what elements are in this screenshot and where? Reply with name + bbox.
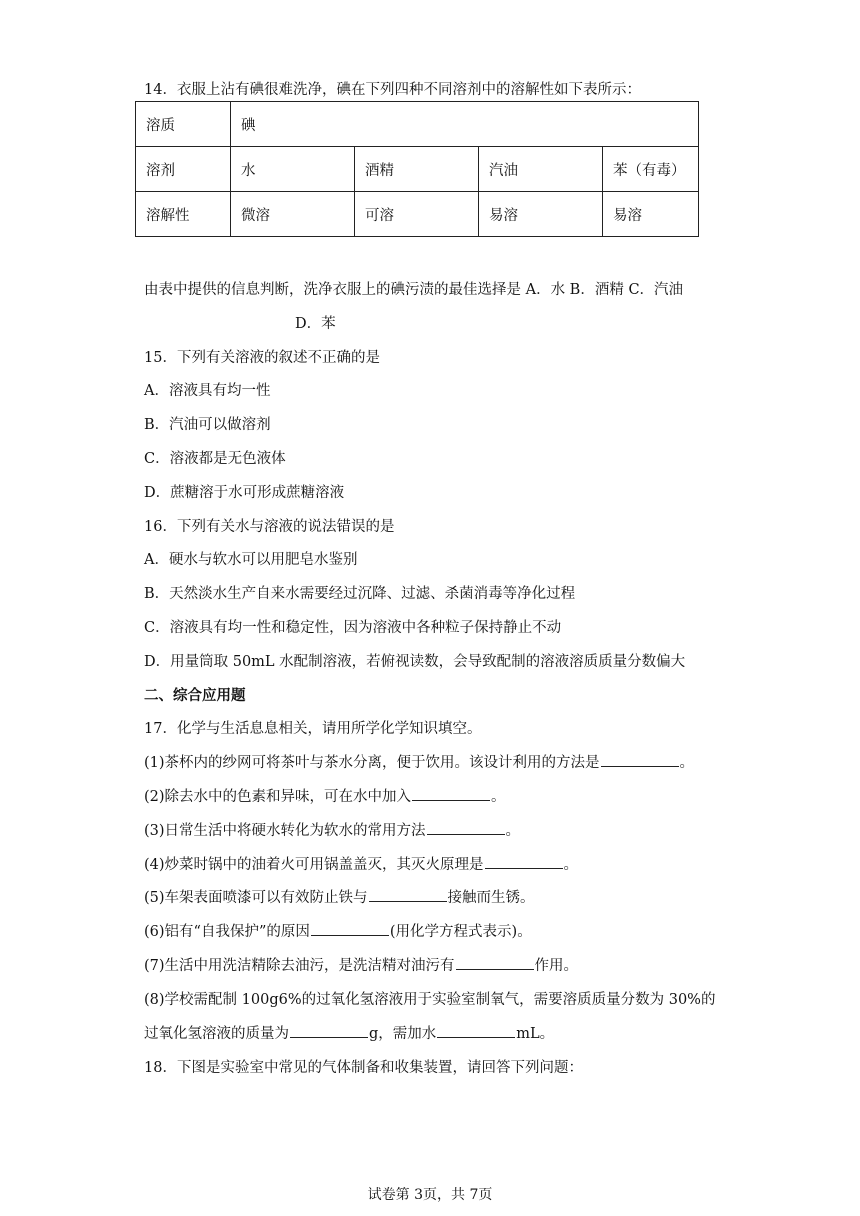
q16-option-d: D．用量筒取 50mL 水配制溶液，若俯视读数，会导致配制的溶液溶质质量分数偏大 — [144, 654, 686, 670]
solubility-cell: 易溶 — [479, 192, 603, 237]
q15-stem: 15．下列有关溶液的叙述不正确的是 — [144, 350, 380, 366]
solvent-label-cell: 溶剂 — [136, 147, 231, 192]
solubility-cell: 易溶 — [603, 192, 699, 237]
solvent-cell: 汽油 — [479, 147, 603, 192]
q17-item-3: (3)日常生活中将硬水转化为软水的常用方法 。 — [144, 819, 520, 840]
table-row — [136, 147, 699, 192]
solubility-cell: 微溶 — [231, 192, 355, 237]
answer-blank[interactable] — [601, 752, 679, 767]
q17-item-8-line2: 过氧化氢溶液的质量为 g，需加水 mL。 — [144, 1022, 554, 1043]
q16-option-a: A．硬水与软水可以用肥皂水鉴别 — [144, 552, 358, 568]
q16-option-b: B．天然淡水生产自来水需要经过沉降、过滤、杀菌消毒等净化过程 — [144, 586, 576, 602]
q16-option-c: C．溶液具有均一性和稳定性，因为溶液中各种粒子保持静止不动 — [144, 620, 562, 636]
q17-stem: 17．化学与生活息息相关，请用所学化学知识填空。 — [144, 721, 482, 737]
q17-item-6: (6)铝有“自我保护”的原因 (用化学方程式表示)。 — [144, 920, 532, 941]
q17-item-2: (2)除去水中的色素和异味，可在水中加入 。 — [144, 785, 506, 806]
answer-blank[interactable] — [311, 921, 389, 936]
answer-blank[interactable] — [456, 955, 534, 970]
q14-prompt-line2: D．苯 — [295, 316, 336, 332]
section-title: 二、综合应用题 — [144, 687, 246, 704]
q17-item-4: (4)炒菜时锅中的油着火可用锅盖盖灭，其灭火原理是 。 — [144, 853, 578, 874]
q15-option-d: D．蔗糖溶于水可形成蔗糖溶液 — [144, 485, 345, 501]
q15-option-a: A．溶液具有均一性 — [144, 383, 271, 399]
q15-option-c: C．溶液都是无色液体 — [144, 451, 286, 467]
table-row — [136, 192, 699, 237]
answer-blank[interactable] — [412, 786, 490, 801]
solute-label-cell: 溶质 — [136, 102, 231, 147]
solvent-cell: 酒精 — [355, 147, 479, 192]
answer-blank[interactable] — [427, 820, 505, 835]
table-row — [136, 102, 699, 147]
answer-blank[interactable] — [485, 854, 563, 869]
q14-prompt-line1: 由表中提供的信息判断，洗净衣服上的碘污渍的最佳选择是 A．水 B．酒精 C．汽油 — [144, 282, 684, 298]
page-footer: 试卷第 3页，共 7页 — [367, 1187, 493, 1203]
solvent-cell: 水 — [231, 147, 355, 192]
solvent-cell: 苯（有毒） — [603, 147, 699, 192]
q17-item-1: (1)茶杯内的纱网可将茶叶与茶水分离，便于饮用。该设计利用的方法是 。 — [144, 751, 694, 772]
answer-blank[interactable] — [437, 1023, 515, 1038]
q14-stem: 14．衣服上沾有碘很难洗净，碘在下列四种不同溶剂中的溶解性如下表所示： — [144, 82, 641, 98]
q17-item-8-line1: (8)学校需配制 100g6%的过氧化氢溶液用于实验室制氧气，需要溶质质量分数为 30%的 — [144, 992, 716, 1008]
q17-item-7: (7)生活中用洗洁精除去油污，是洗洁精对油污有 作用。 — [144, 954, 578, 975]
q15-option-b: B．汽油可以做溶剂 — [144, 417, 271, 433]
solubility-label-cell: 溶解性 — [136, 192, 231, 237]
answer-blank[interactable] — [369, 887, 447, 902]
q18-stem: 18．下图是实验室中常见的气体制备和收集装置，请回答下列问题： — [144, 1060, 583, 1076]
solute-value-cell: 碘 — [231, 102, 699, 147]
solubility-cell: 可溶 — [355, 192, 479, 237]
answer-blank[interactable] — [290, 1023, 368, 1038]
solubility-table — [135, 101, 699, 237]
q17-item-5: (5)车架表面喷漆可以有效防止铁与 接触而生锈。 — [144, 886, 535, 907]
q16-stem: 16．下列有关水与溶液的说法错误的是 — [144, 519, 395, 535]
